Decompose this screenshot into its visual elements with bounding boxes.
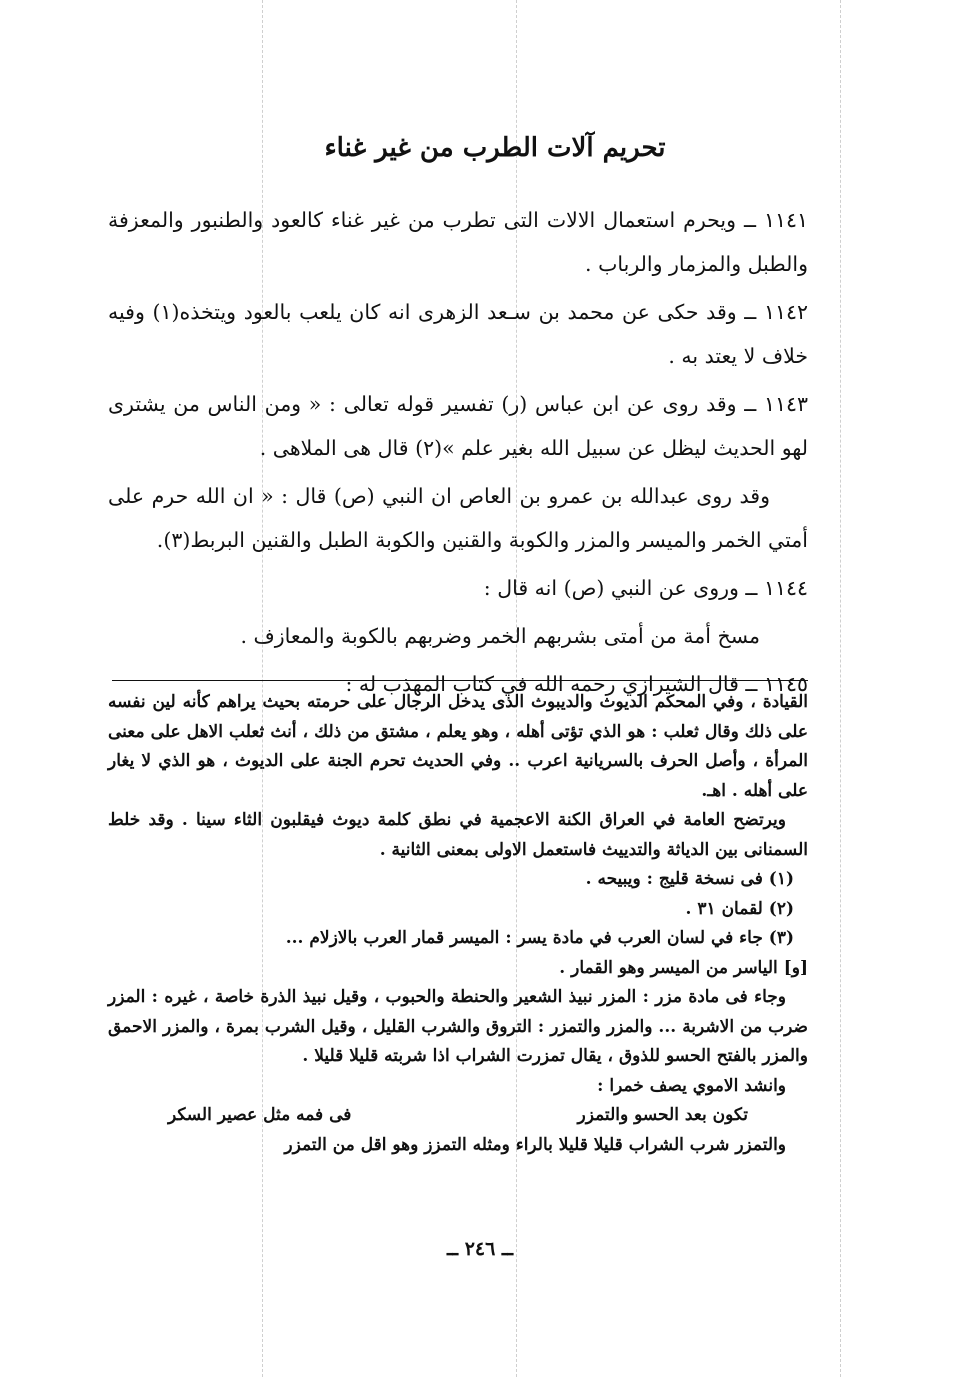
paragraph-1144: ١١٤٤ ــ وروى عن النبي (ص) انه قال : [483,576,808,600]
paragraph-1145: ١١٤٥ ــ قال الشيرازي رحمه الله في كتاب المهذب له : [345,672,808,696]
paragraph-1142: ١١٤٢ ــ وقد حكى عن محمد بن سـعد الزهرى انه كان يلعب بالعود ويتخذه(١) وفيه خلاف لا يعتد به . [108,300,808,368]
footnote-continuation-2: ويرتضح العامة في العراق الكنة الاعجمية في نطق كلمة ديوث فيقلبون الثاء سينا . وقد خلط السمنانى بين الدياثة والتدييث فاستعمل الاولى بمعنى الثانية . [108,810,808,860]
scan-guide-line [840,0,841,1377]
page-number: ــ ٢٤٦ ــ [446,1238,514,1260]
main-text [108,198,808,710]
footnote-2: (٢) لقمان ٣١ . [685,898,794,919]
paragraph-1143: ١١٤٣ ــ وقد روى عن ابن عباس (ر) تفسير قوله تعالى : « ومن الناس من يشترى لهو الحديث ليظل عن سبيل الله بغير علم »(٢) قال هى الملاهى . [108,392,808,460]
paragraph-1141: ١١٤١ ــ ويحرم استعمال الالات التى تطرب من غير غناء كالعود والطنبور والمعزفة والطبل والمزمار والرباب . [108,208,808,276]
poem-intro: وانشد الاموي يصف خمرا : [597,1075,786,1096]
footnote-1: (١) فى نسخة قليج : ويبيحه . [585,869,794,889]
footnote-3: (٣) جاء في لسان العرب في مادة يسر : الميسر قمار العرب بالازلام ... [285,928,794,948]
poem-verse [108,1101,808,1131]
footnotes-section [108,688,808,1160]
hadith-text: مسخ أمة من أمتى بشربهم الخمر وضربهم بالكوبة والمعازف . [240,624,760,648]
paragraph-hadith-ibn-amr: وقد روى عبدالله بن عمرو بن العاص ان النبي (ص) قال : « ان الله حرم على أمتي الخمر والميسر والمزر والكوبة والقنين والكوبة الطبل والقنين البربط(٣). [108,484,808,552]
footnote-mizr-final: والتمزر شرب الشراب قليلا قليلا بالراء ومثله التمزز وهو اقل من التمزر [284,1134,786,1155]
verse-second-hemistich: فى فمه مثل عصير السكر [168,1105,352,1125]
footnote-continuation: القيادة ، وفي المحكم الديوث والديبوث الذى يدخل الرجال على حرمته بحيث يراهم كأنه لين نفسه على ذلك وقال ثعلب : هو الذي تؤتى أهله ، وهو يعلم ، مشتق من ذلك ، أنث ثعلب الاهل على معنى المرأة ، وأصل الحرف بالسريانية اعرب .. وفي الحديث تحرم الجنة على الديوث ، هو الذي لا يغار على أهله . اهـ. [108,692,808,801]
footnote-3-cont: [و] الياسر من الميسر وهو القمار . [559,957,808,978]
verse-first-hemistich: تكون بعد الحسو والتمزر [577,1105,748,1125]
page-title: تحريم آلات الطرب من غير غناء [324,133,666,163]
footnote-divider [112,680,808,681]
footnote-mizr-definition: وجاء فى مادة مزر : المزر نبيذ الشعير والحنطة والحبوب ، وقيل نبيذ الذرة خاصة ، غيره : المزر ضرب من الاشربة ... والمزر والتمزر : التروق والشرب القليل ، وقيل الشرب بمرة ، والمزر الاحمق والمزر بالفتح الحسو للذوق ، يقال تمزرت الشراب اذا شربته قليلا قليلا . [108,987,808,1066]
